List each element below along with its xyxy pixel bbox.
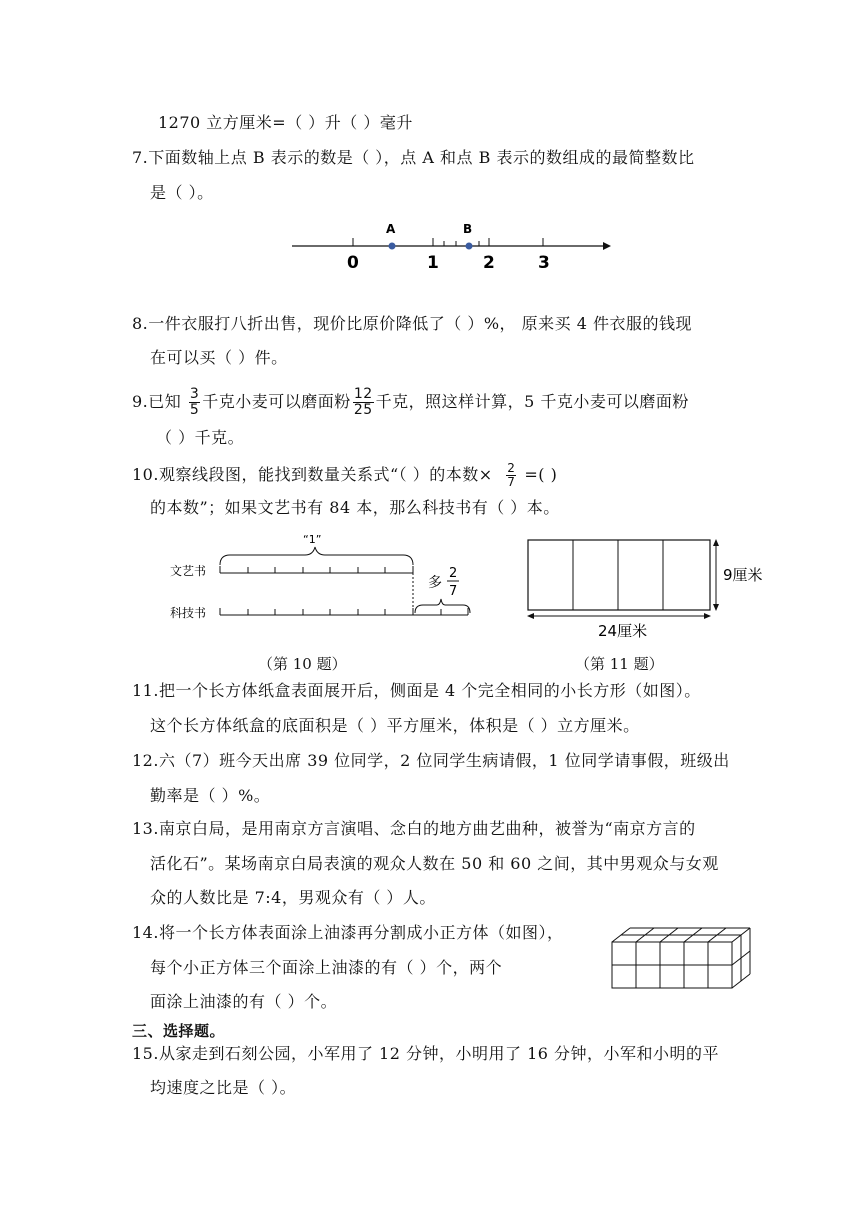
height-label: 9厘米 (723, 566, 763, 584)
row2-label: 科技书 (170, 606, 207, 620)
q9-fraction-1: $\frac{3}{5}$ (189, 386, 200, 418)
width-arrow-right (704, 613, 711, 619)
line-1270-conversion: 1270 立方厘米=（ ）升（ ）毫升 (158, 113, 413, 132)
question-12-line2: 勤率是（ ）%。 (150, 786, 271, 805)
question-7-line2: 是（ ）。 (150, 183, 214, 202)
q10-text-1: 10.观察线段图，能找到数量关系式“（ ）的本数× (132, 465, 493, 484)
number-line-arrow (603, 242, 611, 250)
top-brace (220, 547, 413, 565)
figure-11-caption: （第 11 题） (575, 655, 664, 673)
question-11-line1: 11.把一个长方体纸盒表面展开后，侧面是 4 个完全相同的小长方形（如图）。 (132, 681, 701, 700)
q9-text-2: 千克小麦可以磨面粉 (202, 392, 351, 411)
figure-10-caption: （第 10 题） (258, 655, 347, 673)
point-b-marker (466, 243, 473, 250)
question-13-line2: 活化石”。某场南京白局表演的观众人数在 50 和 60 之间，其中男观众与女观 (150, 854, 719, 873)
point-a-label: A (386, 222, 396, 236)
question-10-line2: 的本数”；如果文艺书有 84 本，那么科技书有（ ）本。 (150, 498, 560, 517)
question-10-line1 (132, 462, 557, 489)
question-15-line1: 15.从家走到石刻公园，小军用了 12 分钟，小明用了 16 分钟，小军和小明的平 (132, 1044, 720, 1063)
question-14-line2: 每个小正方体三个面涂上油漆的有（ ）个，两个 (150, 958, 503, 977)
question-13-line3: 众的人数比是 7:4，男观众有（ ）人。 (150, 888, 436, 907)
cuboid-cubes-figure (610, 922, 758, 992)
question-13-line1: 13.南京白局，是用南京方言演唱、念白的地方曲艺曲种，被誉为“南京方言的 (132, 819, 696, 838)
numberline-label-2: 2 (483, 253, 495, 273)
question-15-line2: 均速度之比是（ ）。 (150, 1078, 297, 1097)
cuboid-drawing (612, 928, 750, 988)
fig10-frac-num: 2 (449, 566, 458, 581)
segment-diagram-figure (165, 525, 485, 635)
point-a-marker (389, 243, 396, 250)
numberline-label-0: 0 (347, 253, 359, 273)
question-7-line1: 7.下面数轴上点 B 表示的数是（ ），点 A 和点 B 表示的数组成的最简整数比 (132, 148, 695, 167)
point-b-label: B (463, 222, 473, 236)
row1-label: 文艺书 (170, 564, 207, 578)
question-14-line1: 14.将一个长方体表面涂上油漆再分割成小正方体（如图）， (132, 923, 564, 942)
question-8-line1: 8.一件衣服打八折出售，现价比原价降低了（ ）%， 原来买 4 件衣服的钱现 (132, 314, 692, 333)
fig10-frac-den: 7 (449, 584, 458, 599)
outer-rectangle (528, 540, 710, 610)
question-9-line1 (132, 387, 689, 418)
q9-text-1: 9.已知 (132, 392, 182, 411)
section-3-heading: 三、选择题。 (132, 1022, 226, 1040)
q9-text-3: 千克，照这样计算，5 千克小麦可以磨面粉 (375, 392, 689, 411)
numberline-label-1: 1 (427, 253, 439, 273)
numberline-label-3: 3 (538, 253, 550, 273)
q10-fraction: $\frac{2}{7}$ (507, 461, 516, 489)
question-14-line3: 面涂上油漆的有（ ）个。 (150, 992, 338, 1011)
height-arrow-top (713, 539, 719, 546)
question-11-line2: 这个长方体纸盒的底面积是（ ）平方厘米，体积是（ ）立方厘米。 (150, 716, 640, 735)
q10-text-2: =( ) (524, 465, 558, 484)
question-8-line2: 在可以买（ ）件。 (150, 348, 288, 367)
one-label: “1” (303, 533, 322, 546)
extra-brace (415, 599, 470, 613)
question-12-line1: 12.六（7）班今天出席 39 位同学，2 位同学生病请假，1 位同学请事假，班级出 (132, 751, 730, 770)
row2-ticks (220, 608, 468, 615)
height-arrow-bottom (713, 604, 719, 611)
width-arrow-left (527, 613, 534, 619)
question-9-line2: （ ）千克。 (156, 428, 245, 447)
q9-fraction-2: $\frac{12}{25}$ (353, 386, 373, 418)
rectangle-net-figure (520, 532, 770, 647)
row1-ticks (220, 566, 413, 573)
number-line-figure (285, 218, 615, 278)
width-label: 24厘米 (598, 622, 648, 640)
more-label: 多 (428, 575, 442, 591)
